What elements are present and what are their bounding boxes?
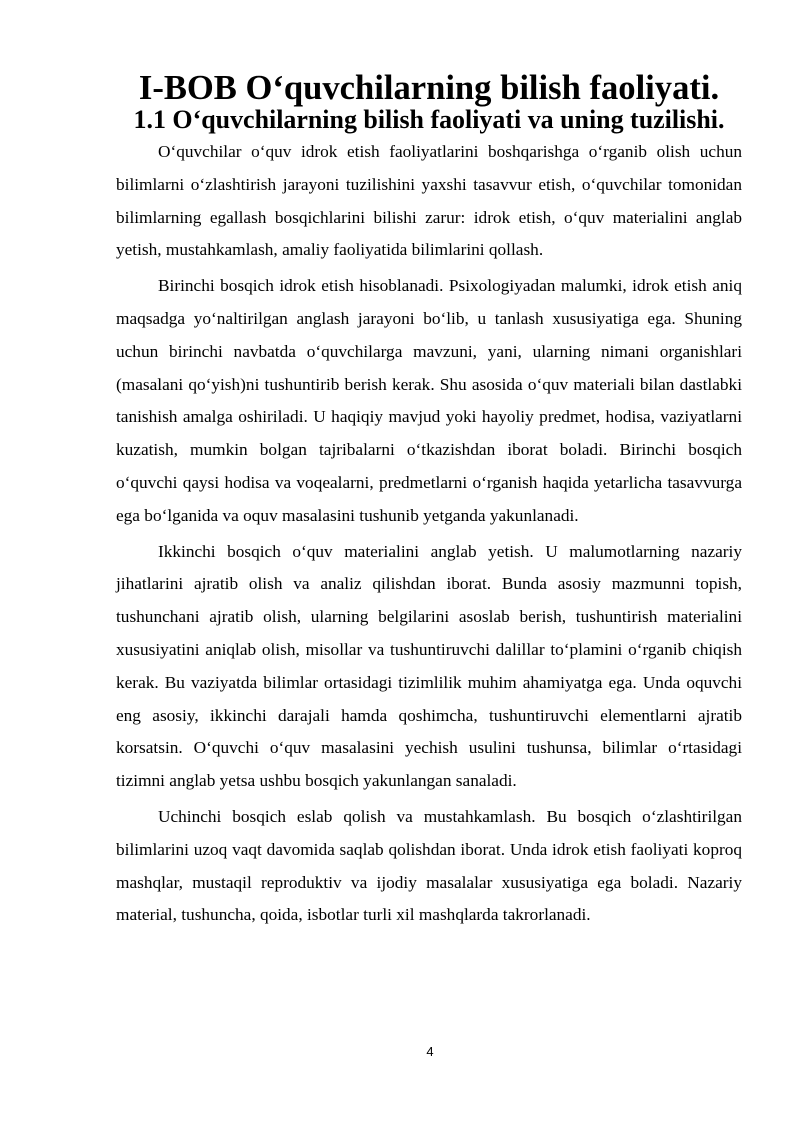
paragraph-stage-three: Uchinchi bosqich eslab qolish va mustahkamlash. Bu bosqich o‘zlashtirilgan bilimlarini uzoq vaqt davomida saqlab qolishdan iborat. Unda idrok etish faoliyati koproq mashqlar, mustaqil reproduktiv va ijodiy masalalar xususiyatiga ega boladi. Nazariy material, tushuncha, qoida, isbotlar turli xil mashqlarda takrorlanadi. xyxy=(116,806,742,925)
paragraph-stage-one: Birinchi bosqich idrok etish hisoblanadi. Psixologiyadan malumki, idrok etish aniq maqsadga yo‘naltirilgan anglash jarayoni bo‘lib, u tanlash xususiyatiga ega. Shuning uchun birinchi navbatda o‘quvchilarga mavzuni, yani, ularning nimani organishlari (masalani qo‘yish)ni tushuntirib berish kerak. Shu asosida o‘quv materiali bilan dastlabki tanishish amalga oshiriladi. U haqiqiy mavjud yoki hayoliy predmet, hodisa, vaziyatlarni kuzatish, mumkin bolgan tajribalarni o‘tkazishdan iborat boladi. Birinchi bosqich o‘quvchi qaysi hodisa va voqealarni, predmetlarni o‘rganish haqida yetarlicha tasavvurga ega bo‘lganida va oquv masalasini tushunib yetganda yakunlanadi. xyxy=(116,276,742,525)
paragraph-intro: O‘quvchilar o‘quv idrok etish faoliyatlarini boshqarishga o‘rganib olish uchun bilimlarni o‘zlashtirish jarayoni tuzilishini yaxshi tasavvur etish, o‘quvchilar tomonidan bilimlarning egallash bosqichlarini bilishi zarur: idrok etish, o‘quv materialini anglab yetish, mustahkamlash, amaliy faoliyatida bilimlarini qollash. xyxy=(116,142,742,260)
section-title: 1.1 O‘quvchilarning bilish faoliyati va uning tuzilishi. xyxy=(133,105,725,134)
chapter-title: I-BOB O‘quvchilarning bilish faoliyati. xyxy=(138,69,720,107)
page-number: 4 xyxy=(426,1044,434,1059)
paragraph-stage-two: Ikkinchi bosqich o‘quv materialini anglab yetish. U malumotlarning nazariy jihatlarini ajratib olish va analiz qilishdan iborat. Bunda asosiy mazmunni topish, tushunchani ajratib olish, ularning belgilarini asoslab berish, tushuntirish materialini xususiyatini aniqlab olish, misollar va tushuntiruvchi dalillar to‘plamini o‘rganib chiqish kerak. Bu vaziyatda bilimlar ortasidagi tizimlilik muhim ahamiyatga ega. Unda oquvchi eng asosiy, ikkinchi darajali hamda qoshimcha, tushuntiruvchi elementlarni ajratib korsatsin. O‘quvchi o‘quv masalasini yechish usulini tushunsa, bilimlar o‘rtasidagi tizimni anglab yetsa ushbu bosqich yakunlangan sanaladi. xyxy=(116,541,742,791)
document-page xyxy=(116,69,742,932)
